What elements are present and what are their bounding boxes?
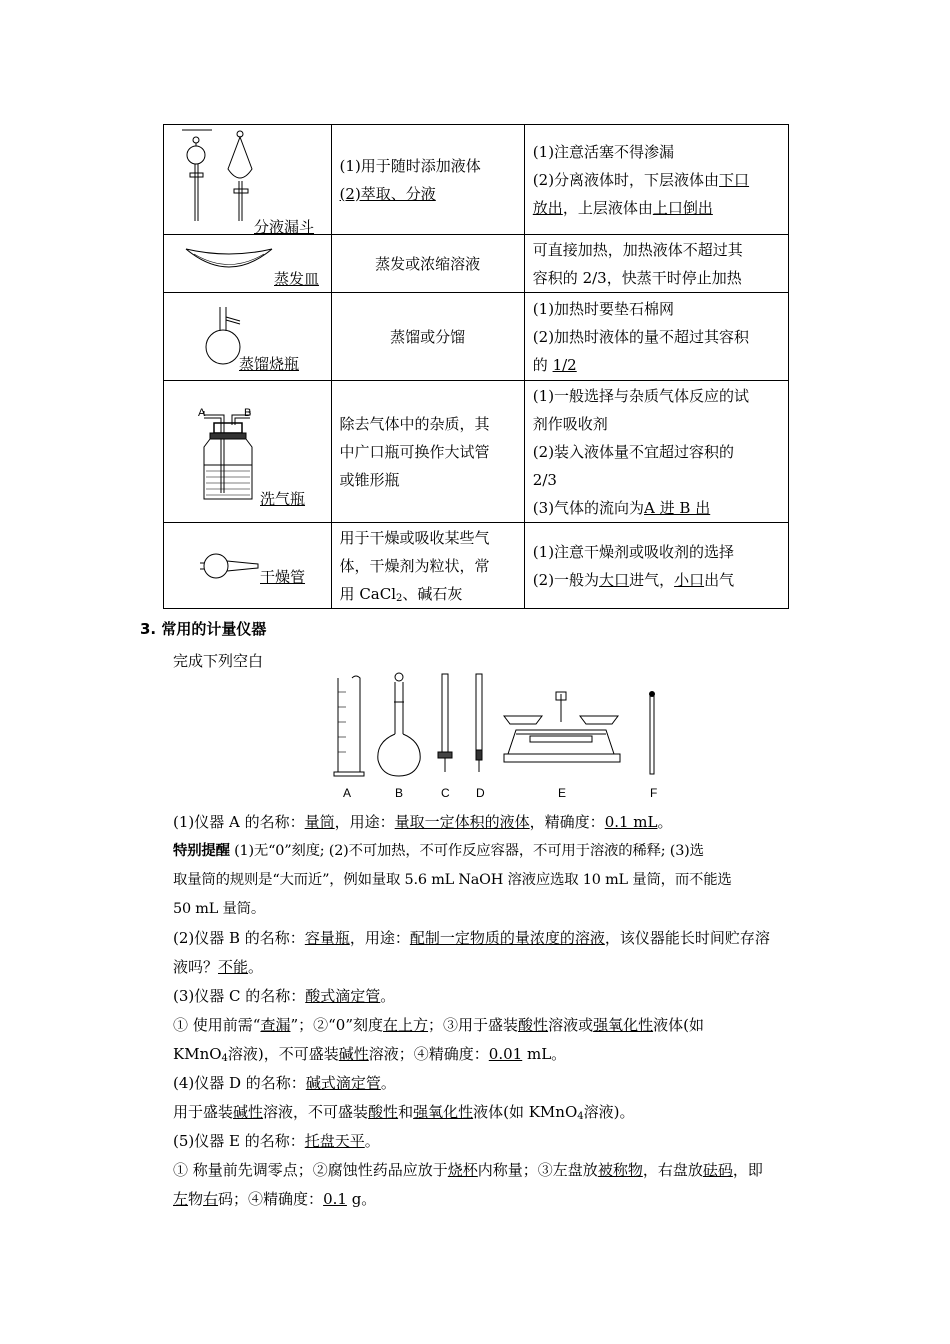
instrument-cell <box>164 293 332 381</box>
instrument-name: 分液漏斗 <box>254 218 315 236</box>
special-tip: 特别提醒 (1)无“0”刻度; (2)不可加热，不可作反应容器，不可用于溶液的稀释; (3)选 取量筒的规则是“大而近”，例如量取 5.6 mL NaOH 溶液应选取 10 mL 量筒，而不能选 50 mL 量筒。 <box>173 843 732 917</box>
evaporating-dish-icon <box>184 245 274 281</box>
figure-label: E <box>558 786 567 800</box>
outlet-label: B <box>244 407 252 419</box>
notes-cell <box>524 293 788 381</box>
figure-label: F <box>650 786 658 800</box>
note-line: (2)一般为大口进气，小口出气 <box>532 570 735 589</box>
base-burette-icon <box>476 674 482 772</box>
paragraph: ① 使用前需“查漏”；②“0”刻度在上方；③用于盛装酸性溶液或强氧化性液体(如 KMnO$_4$溶液)，不可盛装碱性溶液；④精确度：0.01 mL。 <box>173 1016 704 1064</box>
notes-cell <box>524 523 788 609</box>
note-line: (1)加热时要垫石棉网 <box>532 299 675 318</box>
table-row <box>164 293 789 381</box>
note-line: 剂作吸收剂 <box>532 414 608 433</box>
usage-line: 用于干燥或吸收某些气 <box>339 528 490 547</box>
instrument-name: 蒸馏烧瓶 <box>239 355 300 373</box>
acid-burette-icon <box>438 674 452 772</box>
usage-line: (2)萃取、分液 <box>339 184 436 203</box>
instrument-name: 蒸发皿 <box>274 270 320 288</box>
instrument-cell <box>164 381 332 523</box>
paragraph: (5)仪器 E 的名称：托盘天平。 <box>173 1132 380 1150</box>
gas-washing-bottle-icon <box>198 407 258 503</box>
figure-label: A <box>343 786 352 800</box>
note-line: 2/3 <box>532 470 557 489</box>
instrument-cell <box>164 523 332 609</box>
measuring-instruments-figure <box>330 672 675 784</box>
instrument-cell <box>164 125 332 235</box>
drying-tube-icon <box>200 551 262 581</box>
paragraph: (4)仪器 D 的名称：碱式滴定管。 <box>173 1074 396 1092</box>
instrument-cell <box>164 235 332 293</box>
table-row <box>164 125 789 235</box>
thermometer-icon <box>649 691 655 774</box>
usage-line: 体，干燥剂为粒状，常 <box>339 556 490 575</box>
tip-heading: 特别提醒 <box>173 843 230 859</box>
instrument-name: 干燥管 <box>260 568 306 586</box>
paragraph: 用于盛装碱性溶液，不可盛装酸性和强氧化性液体(如 KMnO$_4$溶液)。 <box>173 1103 635 1122</box>
note-line: (1)注意活塞不得渗漏 <box>532 142 675 161</box>
usage-line: 用 CaCl$_2$、碱石灰 <box>339 584 463 604</box>
note-line: (2)装入液体量不宜超过容积的 <box>532 442 735 461</box>
note-line: 的 1/2 <box>532 355 577 374</box>
note-line: 放出，上层液体由上口倒出 <box>532 198 713 217</box>
figure-label: B <box>395 786 404 800</box>
note-line: (2)加热时液体的量不超过其容积 <box>532 327 750 346</box>
table-row <box>164 523 789 609</box>
note-line: 容积的 2/3，快蒸干时停止加热 <box>532 268 742 287</box>
note-line: (2)分离液体时，下层液体由下口 <box>532 170 750 189</box>
usage-cell: 蒸馏或分馏 <box>331 293 524 381</box>
paragraph: (2)仪器 B 的名称：容量瓶，用途：配制一定物质的量浓度的溶液，该仪器能长时间贮存溶 液吗？不能。 <box>173 929 770 976</box>
instrument-name: 洗气瓶 <box>260 490 306 508</box>
usage-line: 中广口瓶可换作大试管 <box>339 442 490 461</box>
notes-cell <box>524 125 788 235</box>
paragraph: ① 称量前先调零点；②腐蚀性药品应放于烧杯内称量；③左盘放被称物，右盘放砝码，即 左物右码；④精确度：0.1 g。 <box>173 1161 763 1208</box>
note-line: (1)注意干燥剂或吸收剂的选择 <box>532 542 735 561</box>
volumetric-flask-icon <box>378 673 420 776</box>
paragraph: (3)仪器 C 的名称：酸式滴定管。 <box>173 987 396 1005</box>
section-subtitle: 完成下列空白 <box>173 652 264 670</box>
note-line: (1)一般选择与杂质气体反应的试 <box>532 386 750 405</box>
paragraph: (1)仪器 A 的名称：量筒，用途：量取一定体积的液体，精确度：0.1 mL。 <box>173 813 673 831</box>
inlet-label: A <box>198 407 206 419</box>
usage-cell <box>331 381 524 523</box>
usage-cell: 蒸发或浓缩溶液 <box>331 235 524 293</box>
note-line: 可直接加热，加热液体不超过其 <box>532 240 743 259</box>
table-row <box>164 235 789 293</box>
instrument-table <box>163 124 789 609</box>
notes-cell <box>524 381 788 523</box>
table-row <box>164 381 789 523</box>
usage-line: 或锥形瓶 <box>339 470 400 489</box>
usage-line: (1)用于随时添加液体 <box>339 156 481 175</box>
notes-cell <box>524 235 788 293</box>
separatory-funnel-icon <box>182 129 262 225</box>
section-title: 3. 常用的计量仪器 <box>140 620 267 638</box>
figure-label: C <box>441 786 450 800</box>
usage-cell <box>331 125 524 235</box>
figure-label: D <box>476 786 485 800</box>
usage-line: 除去气体中的杂质，其 <box>339 414 490 433</box>
graduated-cylinder-icon <box>334 676 364 776</box>
platform-balance-icon <box>504 692 620 762</box>
usage-cell <box>331 523 524 609</box>
note-line: (3)气体的流向为A 进 B 出 <box>532 498 711 517</box>
